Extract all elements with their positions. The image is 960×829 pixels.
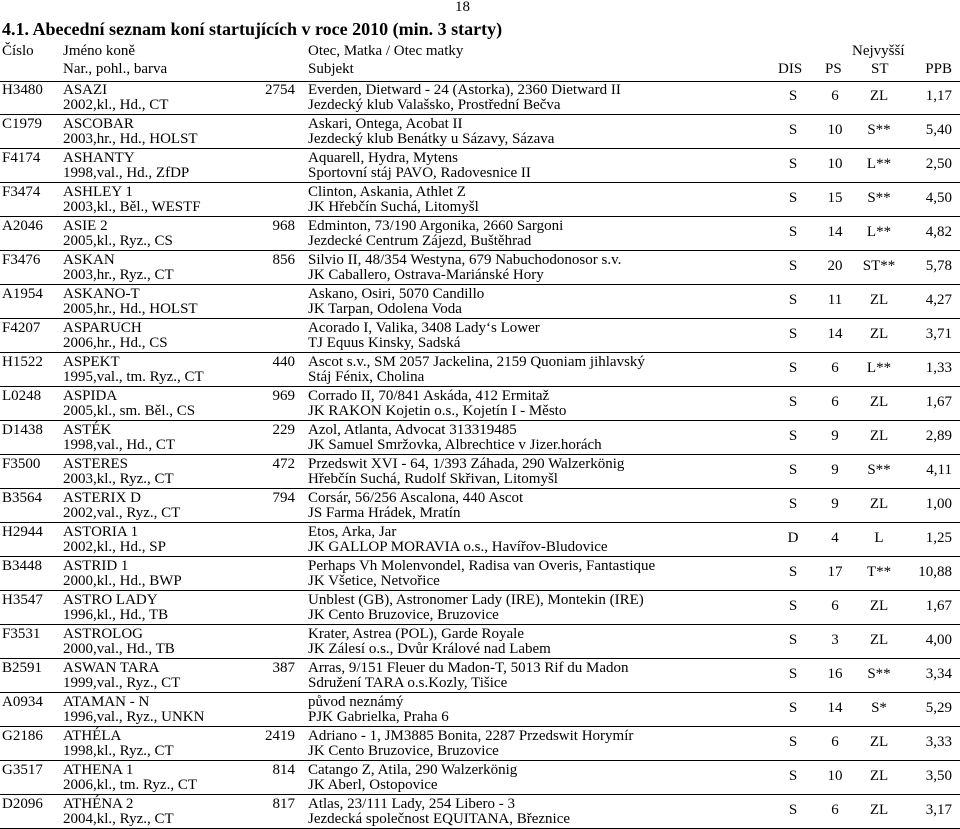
horse-club: Hřebčín Suchá, Rudolf Skřivan, Litomyšl xyxy=(308,471,558,487)
horse-pedigree: Perhaps Vh Molenvondel, Radisa van Overis, Fantastique xyxy=(308,558,656,574)
horse-ppb: 3,17 xyxy=(925,802,952,818)
horse-score: 969 xyxy=(272,388,295,404)
horse-st: ZL xyxy=(869,496,889,512)
horse-born: 1998,kl., Ryz., CT xyxy=(63,743,174,759)
horse-dis: S xyxy=(788,394,798,410)
horse-ppb: 5,40 xyxy=(925,122,952,138)
horse-club: Jezdecký klub Valašsko, Prostřední Bečva xyxy=(308,97,561,113)
table-row xyxy=(0,455,960,489)
horse-pedigree: Edminton, 73/190 Argonika, 2660 Sargoni xyxy=(308,218,564,234)
horse-name: ASTORIA 1 xyxy=(63,524,139,540)
horse-name: ASPARUCH xyxy=(63,320,142,336)
horse-ppb: 4,00 xyxy=(925,632,952,648)
horse-name: ASIE 2 xyxy=(63,218,108,234)
horse-name: ATHENA 1 xyxy=(63,762,134,778)
horse-dis: S xyxy=(788,428,798,444)
horse-id: F3474 xyxy=(2,184,41,200)
horse-id: A1954 xyxy=(2,286,43,302)
horse-dis: D xyxy=(787,530,799,546)
horse-id: D2096 xyxy=(2,796,43,812)
horse-name: ASCOBAR xyxy=(63,116,134,132)
horse-dis: S xyxy=(788,224,798,240)
table-row xyxy=(0,557,960,591)
horse-pedigree: Przedswit XVI - 64, 1/393 Záhada, 290 Walzerkönig xyxy=(308,456,625,472)
horse-st: L xyxy=(874,530,884,546)
horse-id: A0934 xyxy=(2,694,43,710)
horse-dis: S xyxy=(788,292,798,308)
horse-pedigree: Corrado II, 70/841 Askáda, 412 Ermitaž xyxy=(308,388,550,404)
horse-ppb: 3,71 xyxy=(925,326,952,342)
horse-dis: S xyxy=(788,768,798,784)
horse-name: ASHANTY xyxy=(63,150,135,166)
horse-born: 2002,kl., Hd., SP xyxy=(63,539,166,555)
horse-ps: 3 xyxy=(831,632,839,648)
horse-ps: 6 xyxy=(831,734,839,750)
horse-score: 794 xyxy=(272,490,295,506)
horse-born: 2002,val., Ryz., CT xyxy=(63,505,181,521)
horse-ppb: 5,78 xyxy=(925,258,952,274)
horse-club: JK Cento Bruzovice, Bruzovice xyxy=(308,607,499,623)
horse-id: G3517 xyxy=(2,762,43,778)
horse-id: H3480 xyxy=(2,82,43,98)
horse-dis: S xyxy=(788,564,798,580)
horse-st: ZL xyxy=(869,768,889,784)
horse-ps: 6 xyxy=(831,394,839,410)
horse-dis: S xyxy=(788,462,798,478)
horse-st: ZL xyxy=(869,394,889,410)
table-row xyxy=(0,421,960,455)
horse-st: S** xyxy=(867,122,891,138)
horse-ps: 6 xyxy=(831,802,839,818)
horse-ps: 15 xyxy=(827,190,843,206)
horse-name: ASAZI xyxy=(63,82,108,98)
horse-born: 2000,val., Hd., TB xyxy=(63,641,175,657)
horse-st: S* xyxy=(871,700,887,716)
horse-dis: S xyxy=(788,326,798,342)
horse-club: JK Cento Bruzovice, Bruzovice xyxy=(308,743,499,759)
horse-st: ZL xyxy=(869,598,889,614)
horse-ps: 16 xyxy=(827,666,843,682)
horse-ppb: 2,89 xyxy=(925,428,952,444)
horse-ppb: 3,34 xyxy=(925,666,952,682)
horse-club: JK Samuel Smržovka, Albrechtice v Jizer.horách xyxy=(308,437,602,453)
table-row xyxy=(0,251,960,285)
table-row xyxy=(0,353,960,387)
horse-pedigree: Askari, Ontega, Acobat II xyxy=(308,116,463,132)
horse-club: Jezdecké Centrum Zájezd, Buštěhrad xyxy=(308,233,532,249)
horse-id: B2591 xyxy=(2,660,43,676)
horse-pedigree: Ascot s.v., SM 2057 Jackelina, 2159 Quoniam jihlavský xyxy=(308,354,645,370)
horse-club: JK Aberl, Ostopovice xyxy=(308,777,438,793)
horse-pedigree: Adriano - 1, JM3885 Bonita, 2287 Przedswit Horymír xyxy=(308,728,634,744)
horse-ps: 4 xyxy=(831,530,839,546)
horse-born: 2003,hr., Hd., HOLST xyxy=(63,131,198,147)
horse-dis: S xyxy=(788,88,798,104)
horse-id: G2186 xyxy=(2,728,43,744)
table-row xyxy=(0,489,960,523)
horse-dis: S xyxy=(788,632,798,648)
horse-dis: S xyxy=(788,734,798,750)
horse-dis: S xyxy=(788,700,798,716)
horse-pedigree: Everden, Dietward - 24 (Astorka), 2360 Dietward II xyxy=(308,82,621,98)
horse-name: ASTRO LADY xyxy=(63,592,158,608)
table-row xyxy=(0,523,960,557)
horse-born: 2003,hr., Ryz., CT xyxy=(63,267,174,283)
horse-id: F4207 xyxy=(2,320,41,336)
horse-club: PJK Gabrielka, Praha 6 xyxy=(308,709,449,725)
horse-score: 814 xyxy=(272,762,295,778)
horse-id: D1438 xyxy=(2,422,43,438)
horse-club: JK RAKON Kojetin o.s., Kojetín I - Město xyxy=(308,403,567,419)
horse-club: JK GALLOP MORAVIA o.s., Havířov-Bludovice xyxy=(308,539,608,555)
horse-ps: 9 xyxy=(831,496,839,512)
horse-club: Sportovní stáj PAVO, Radovesnice II xyxy=(308,165,531,181)
horse-ppb: 3,33 xyxy=(925,734,952,750)
horse-ppb: 1,00 xyxy=(925,496,952,512)
horse-st: T** xyxy=(866,564,892,580)
page-number: 18 xyxy=(455,0,470,15)
horse-ps: 11 xyxy=(827,292,843,308)
horse-pedigree: Silvio II, 48/354 Westyna, 679 Nabuchodonosor s.v. xyxy=(308,252,622,268)
horse-name: ATHÉLA xyxy=(63,728,122,744)
horse-score: 440 xyxy=(272,354,295,370)
horse-pedigree: Atlas, 23/111 Lady, 254 Libero - 3 xyxy=(308,796,516,812)
horse-dis: S xyxy=(788,122,798,138)
horse-born: 2006,hr., Hd., CS xyxy=(63,335,168,351)
horse-club: Stáj Fénix, Cholina xyxy=(308,369,425,385)
horse-pedigree: Clinton, Askania, Athlet Z xyxy=(308,184,466,200)
horse-ppb: 4,82 xyxy=(925,224,952,240)
table-row xyxy=(0,693,960,727)
horse-born: 2003,kl., Ryz., CT xyxy=(63,471,174,487)
horse-ppb: 1,17 xyxy=(925,88,952,104)
horse-name: ASKAN xyxy=(63,252,115,268)
horse-born: 1996,kl., Hd., TB xyxy=(63,607,169,623)
horse-dis: S xyxy=(788,496,798,512)
horse-club: JK Caballero, Ostrava-Mariánské Hory xyxy=(308,267,544,283)
horse-st: L** xyxy=(866,360,892,376)
horse-ps: 14 xyxy=(827,326,843,342)
table-row xyxy=(0,659,960,693)
horse-id: F3531 xyxy=(2,626,41,642)
horse-ppb: 10,88 xyxy=(918,564,952,580)
horse-st: ZL xyxy=(869,428,889,444)
horse-name: ASTRID 1 xyxy=(63,558,129,574)
horse-id: H3547 xyxy=(2,592,43,608)
horse-ppb: 2,50 xyxy=(925,156,952,172)
horse-pedigree: Corsár, 56/256 Ascalona, 440 Ascot xyxy=(308,490,524,506)
horse-pedigree: Askano, Osiri, 5070 Candillo xyxy=(308,286,485,302)
horse-st: S** xyxy=(867,666,891,682)
horse-pedigree: Unblest (GB), Astronomer Lady (IRE), Montekin (IRE) xyxy=(308,592,644,608)
horse-born: 1998,val., Hd., CT xyxy=(63,437,176,453)
horse-st: ZL xyxy=(869,326,889,342)
horse-born: 1995,val., tm. Ryz., CT xyxy=(63,369,204,385)
horse-st: L** xyxy=(866,156,892,172)
horse-ps: 10 xyxy=(827,156,843,172)
horse-ps: 10 xyxy=(827,122,843,138)
horse-score: 856 xyxy=(272,252,295,268)
header-jmeno-sub: Nar., pohl., barva xyxy=(63,61,168,77)
horse-st: S** xyxy=(867,190,891,206)
horse-name: ASHLEY 1 xyxy=(63,184,133,200)
horse-pedigree: Arras, 9/151 Fleuer du Madon-T, 5013 Rif du Madon xyxy=(308,660,629,676)
horse-ps: 9 xyxy=(831,462,839,478)
horse-pedigree: původ neznámý xyxy=(308,694,404,710)
header-ppb: PPB xyxy=(925,61,952,77)
header-dis: DIS xyxy=(778,61,803,77)
horse-name: ASTERIX D xyxy=(63,490,141,506)
horse-name: ASKANO-T xyxy=(63,286,140,302)
horse-st: S** xyxy=(867,462,891,478)
horse-ppb: 1,25 xyxy=(925,530,952,546)
horse-id: H2944 xyxy=(2,524,43,540)
horse-name: ATAMAN - N xyxy=(63,694,150,710)
horse-club: JK Zálesí o.s., Dvůr Králové nad Labem xyxy=(308,641,551,657)
horse-club: TJ Equus Kinsky, Sadská xyxy=(308,335,461,351)
horse-id: B3564 xyxy=(2,490,43,506)
horse-score: 2754 xyxy=(265,82,295,98)
horse-pedigree: Azol, Atlanta, Advocat 313319485 xyxy=(308,422,517,438)
horse-pedigree: Acorado I, Valika, 3408 Lady‘s Lower xyxy=(308,320,540,336)
horse-st: L** xyxy=(866,224,892,240)
table-row xyxy=(0,387,960,421)
table-row xyxy=(0,81,960,115)
horse-ppb: 1,67 xyxy=(925,394,952,410)
horse-ppb: 5,29 xyxy=(925,700,952,716)
horse-dis: S xyxy=(788,802,798,818)
horse-pedigree: Krater, Astrea (POL), Garde Royale xyxy=(308,626,524,642)
horse-id: A2046 xyxy=(2,218,43,234)
horse-club: Jezdecká společnost EQUITANA, Březnice xyxy=(308,811,571,827)
horse-dis: S xyxy=(788,360,798,376)
horse-ps: 20 xyxy=(827,258,843,274)
horse-born: 2002,kl., Hd., CT xyxy=(63,97,169,113)
table-row xyxy=(0,591,960,625)
table-row xyxy=(0,795,960,829)
horse-born: 2005,kl., Ryz., CS xyxy=(63,233,173,249)
header-nejvyssi: Nejvyšší xyxy=(852,43,905,59)
horse-st: ZL xyxy=(869,88,889,104)
horse-ps: 6 xyxy=(831,598,839,614)
horse-pedigree: Etos, Arka, Jar xyxy=(308,524,397,540)
table-row xyxy=(0,727,960,761)
horse-pedigree: Aquarell, Hydra, Mytens xyxy=(308,150,458,166)
horse-name: ASTROLOG xyxy=(63,626,144,642)
horse-dis: S xyxy=(788,258,798,274)
horse-dis: S xyxy=(788,666,798,682)
horse-name: ASTÉK xyxy=(63,422,112,438)
horse-id: F3476 xyxy=(2,252,41,268)
horse-name: ASTERES xyxy=(63,456,129,472)
horse-born: 2005,kl., sm. Běl., CS xyxy=(63,403,196,419)
table-row xyxy=(0,625,960,659)
horse-born: 2000,kl., Hd., BWP xyxy=(63,573,182,589)
table-row xyxy=(0,761,960,795)
horse-club: Sdružení TARA o.s.Kozly, Tišice xyxy=(308,675,508,691)
horse-dis: S xyxy=(788,190,798,206)
horse-name: ASPIDA xyxy=(63,388,118,404)
horse-id: L0248 xyxy=(2,388,42,404)
horse-ppb: 1,67 xyxy=(925,598,952,614)
header-cislo: Číslo xyxy=(2,43,34,59)
table-row xyxy=(0,149,960,183)
horse-born: 1996,val., Ryz., UNKN xyxy=(63,709,205,725)
horse-ppb: 3,50 xyxy=(925,768,952,784)
horse-born: 1998,val., Hd., ZfDP xyxy=(63,165,190,181)
horse-st: ZL xyxy=(869,292,889,308)
horse-club: Jezdecký klub Benátky u Sázavy, Sázava xyxy=(308,131,555,147)
horse-score: 387 xyxy=(272,660,295,676)
table-row xyxy=(0,217,960,251)
horse-ps: 9 xyxy=(831,428,839,444)
horse-ppb: 1,33 xyxy=(925,360,952,376)
horse-club: JK Tarpan, Odolena Voda xyxy=(308,301,462,317)
horse-ps: 10 xyxy=(827,768,843,784)
horse-name: ASPEKT xyxy=(63,354,120,370)
horse-score: 229 xyxy=(272,422,295,438)
horse-ps: 6 xyxy=(831,360,839,376)
horse-st: ZL xyxy=(869,632,889,648)
horse-name: ASWAN TARA xyxy=(63,660,160,676)
horse-ppb: 4,50 xyxy=(925,190,952,206)
horse-born: 2006,kl., tm. Ryz., CT xyxy=(63,777,197,793)
header-st: ST xyxy=(871,61,889,77)
horse-id: B3448 xyxy=(2,558,43,574)
horse-ps: 14 xyxy=(827,700,843,716)
horse-club: JK Hřebčín Suchá, Litomyšl xyxy=(308,199,479,215)
table-row xyxy=(0,319,960,353)
horse-pedigree: Catango Z, Atila, 290 Walzerkönig xyxy=(308,762,518,778)
horse-table xyxy=(0,81,960,829)
horse-club: JS Farma Hrádek, Mratín xyxy=(308,505,461,521)
horse-st: ST** xyxy=(862,258,896,274)
horse-score: 817 xyxy=(272,796,295,812)
horse-st: ZL xyxy=(869,734,889,750)
page-title: 4.1. Abecední seznam koní startujících v roce 2010 (min. 3 starty) xyxy=(2,19,503,39)
horse-club: JK Všetice, Netvořice xyxy=(308,573,440,589)
header-ps: PS xyxy=(825,61,842,77)
horse-name: ATHÉNA 2 xyxy=(63,796,134,812)
horse-ps: 14 xyxy=(827,224,843,240)
horse-id: H1522 xyxy=(2,354,43,370)
horse-ps: 17 xyxy=(827,564,843,580)
horse-st: ZL xyxy=(869,802,889,818)
horse-id: F4174 xyxy=(2,150,41,166)
horse-score: 2419 xyxy=(265,728,295,744)
horse-score: 968 xyxy=(272,218,295,234)
header-otec: Otec, Matka / Otec matky xyxy=(308,43,464,59)
horse-dis: S xyxy=(788,598,798,614)
horse-born: 1999,val., Ryz., CT xyxy=(63,675,181,691)
horse-born: 2004,kl., Ryz., CT xyxy=(63,811,174,827)
header-jmeno: Jméno koně xyxy=(63,43,136,59)
horse-born: 2005,hr., Hd., HOLST xyxy=(63,301,198,317)
table-row xyxy=(0,183,960,217)
horse-ppb: 4,11 xyxy=(926,462,952,478)
table-row xyxy=(0,285,960,319)
horse-ppb: 4,27 xyxy=(925,292,952,308)
horse-id: C1979 xyxy=(2,116,43,132)
horse-born: 2003,kl., Běl., WESTF xyxy=(63,199,201,215)
table-row xyxy=(0,115,960,149)
header-subjekt: Subjekt xyxy=(308,61,354,77)
horse-score: 472 xyxy=(272,456,295,472)
horse-id: F3500 xyxy=(2,456,41,472)
horse-dis: S xyxy=(788,156,798,172)
horse-ps: 6 xyxy=(831,88,839,104)
